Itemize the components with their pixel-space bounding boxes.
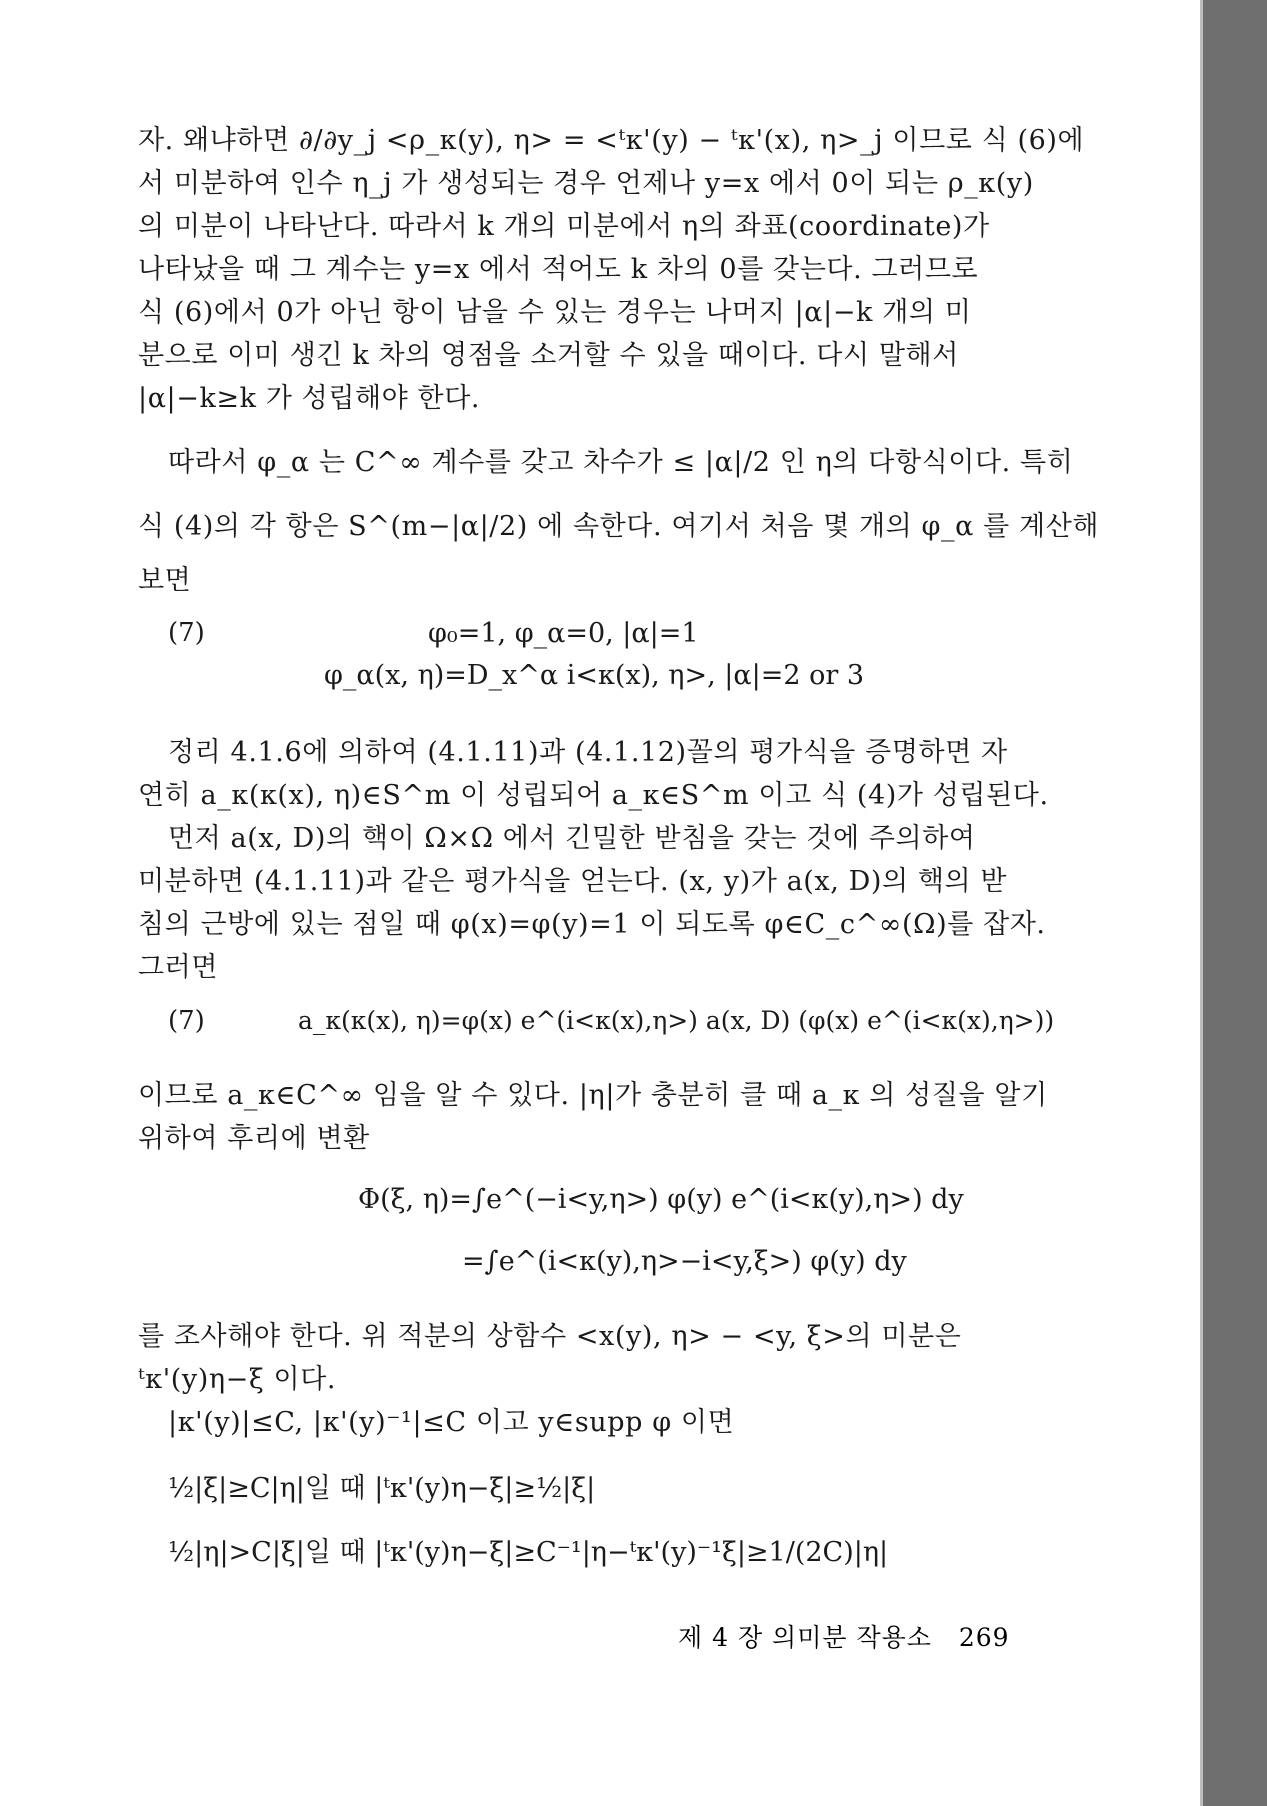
text-line: 먼저 a(x, D)의 핵이 Ω×Ω 에서 긴밀한 받침을 갖는 것에 주의하여: [168, 823, 976, 854]
equation-7-line-2: φ_α(x, η)=D_x^α i<κ(x), η>, |α|=2 or 3: [324, 660, 864, 691]
text-line: 정리 4.1.6에 의하여 (4.1.11)과 (4.1.12)꼴의 평가식을 증명하면 자: [168, 737, 1008, 768]
text-line: 나타났을 때 그 계수는 y=x 에서 적어도 k 차의 0를 갖는다. 그러므로: [138, 254, 979, 285]
text-line: 를 조사해야 한다. 위 적분의 상함수 <x(y), η> − <y, ξ>의 미분은: [138, 1321, 962, 1352]
page-number: 269: [958, 1623, 1010, 1652]
text-line: 그러면: [138, 952, 219, 983]
inequality-1: ½|ξ|≥C|η|일 때 |ᵗκ'(y)η−ξ|≥½|ξ|: [168, 1473, 596, 1504]
fourier-transform-line-2: =∫e^(i<κ(y),η>−i<y,ξ>) φ(y) dy: [462, 1246, 907, 1277]
scrollbar-track[interactable]: [1203, 0, 1267, 1806]
text-line: 자. 왜냐하면 ∂/∂y_j <ρ_κ(y), η> = <ᵗκ'(y) − ᵗκ'(x), η>_j 이므로 식 (6)에: [138, 125, 1085, 156]
text-line: |α|−k≥k 가 성립해야 한다.: [138, 383, 481, 414]
text-line: ᵗκ'(y)η−ξ 이다.: [138, 1364, 337, 1395]
text-line: 따라서 φ_α 는 C^∞ 계수를 갖고 차수가 ≤ |α|/2 인 η의 다항식이다. 특히: [168, 447, 1074, 478]
text-line: 미분하면 (4.1.11)과 같은 평가식을 얻는다. (x, y)가 a(x, D)의 핵의 받: [138, 866, 1008, 897]
text-line: 침의 근방에 있는 점일 때 φ(x)=φ(y)=1 이 되도록 φ∈C_c^∞(Ω)를 잡자.: [138, 909, 1046, 940]
equation-7-kernel: a_κ(κ(x), η)=φ(x) e^(i<κ(x),η>) a(x, D) (φ(x) e^(i<κ(x),η>)): [298, 1006, 1055, 1035]
equation-label: (7): [168, 618, 205, 648]
text-line: 분으로 이미 생긴 k 차의 영점을 소거할 수 있을 때이다. 다시 말해서: [138, 340, 959, 371]
equation-label: (7): [168, 1006, 205, 1036]
chapter-title: 제 4 장 의미분 작용소: [678, 1623, 932, 1652]
text-line: 식 (6)에서 0가 아닌 항이 남을 수 있는 경우는 나머지 |α|−k 개의 미: [138, 297, 972, 328]
equation-7-line-1: φ₀=1, φ_α=0, |α|=1: [428, 618, 699, 649]
page-footer: [678, 1618, 1010, 1654]
text-line: 위하여 후리에 변환: [138, 1123, 370, 1154]
inequality-2: ½|η|>C|ξ|일 때 |ᵗκ'(y)η−ξ|≥C⁻¹|η−ᵗκ'(y)⁻¹ξ|≥1/(2C)|η|: [168, 1537, 889, 1568]
text-line: 연히 a_κ(κ(x), η)∈S^m 이 성립되어 a_κ∈S^m 이고 식 (4)가 성립된다.: [138, 780, 1049, 811]
text-line: 보면: [138, 565, 192, 596]
text-line: 서 미분하여 인수 η_j 가 생성되는 경우 언제나 y=x 에서 0이 되는 ρ_κ(y): [138, 168, 1034, 199]
text-line: 의 미분이 나타난다. 따라서 k 개의 미분에서 η의 좌표(coordinate)가: [138, 211, 990, 242]
text-line: 이므로 a_κ∈C^∞ 임을 알 수 있다. |η|가 충분히 클 때 a_κ 의 성질을 알기: [138, 1080, 1048, 1111]
text-line: |κ'(y)|≤C, |κ'(y)⁻¹|≤C 이고 y∈supp φ 이면: [168, 1407, 735, 1438]
text-line: 식 (4)의 각 항은 S^(m−|α|/2) 에 속한다. 여기서 처음 몇 개의 φ_α 를 계산해: [138, 511, 1100, 542]
fourier-transform-line-1: Φ(ξ, η)=∫e^(−i<y,η>) φ(y) e^(i<κ(y),η>) dy: [358, 1184, 964, 1215]
